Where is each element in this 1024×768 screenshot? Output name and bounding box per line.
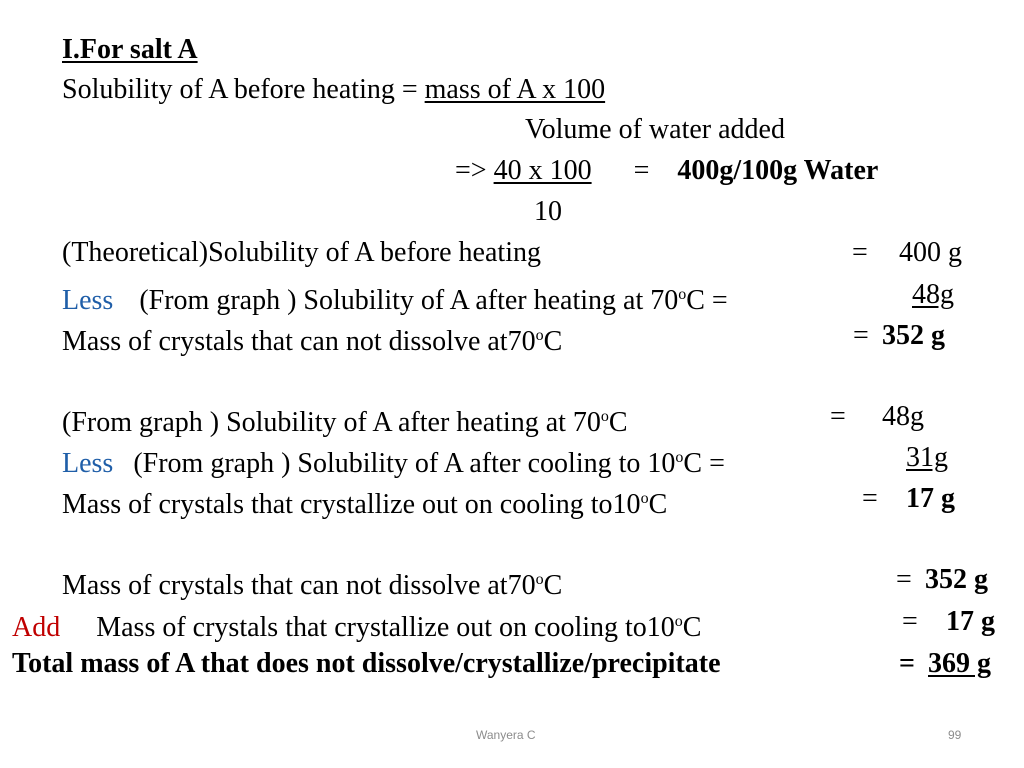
slide-heading: I.For salt A [62, 34, 198, 65]
total-value: 369 g [928, 648, 991, 679]
mass-not-dissolve2-unit: C [543, 570, 563, 601]
mass-not-dissolve-equals: = [853, 320, 869, 351]
mass-crystallize-unit: C [648, 489, 668, 520]
less2-text: (From graph ) Solubility of A after cooling to 10 [133, 448, 676, 479]
add-unit: C [682, 612, 702, 643]
total-equals: = [899, 648, 915, 679]
degree-sup: o [675, 449, 684, 466]
less-value-70: 48g [912, 279, 954, 310]
less-keyword: Less [62, 448, 114, 479]
mass-not-dissolve-unit: C [543, 326, 563, 357]
add-text: Mass of crystals that crystallize out on cooling to10 [96, 612, 675, 643]
graph70-unit: C [608, 407, 628, 438]
less-keyword: Less [62, 285, 114, 316]
formula-numerator: mass of A x 100 [424, 74, 606, 105]
mass-not-dissolve-line-2 [62, 564, 562, 602]
less-line-70 [62, 279, 728, 317]
add-keyword: Add [12, 612, 61, 643]
theoretical-label: (Theoretical)Solubility of A before heating [62, 237, 541, 268]
degree-sup: o [640, 490, 649, 507]
substitution-denominator: 10 [534, 196, 562, 227]
less-unit: C = [686, 285, 728, 316]
less-line-10 [62, 442, 725, 480]
footer-author: Wanyera C [476, 728, 536, 742]
total-text: Total mass of A that does not dissolve/crystallize/precipitate [12, 648, 721, 679]
degree-sup: o [535, 327, 544, 344]
graph70-value: 48g [882, 401, 924, 432]
substitution-numerator: 40 x 100 [493, 155, 592, 186]
graph70-equals: = [830, 401, 846, 432]
add-value: 17 g [946, 606, 995, 637]
add-line [12, 606, 701, 644]
graph-line-70 [62, 401, 628, 439]
mass-not-dissolve-text: Mass of crystals that can not dissolve at70 [62, 326, 536, 357]
graph70-text: (From graph ) Solubility of A after heating at 70 [62, 407, 601, 438]
mass-not-dissolve2-equals: = [896, 564, 912, 595]
formula-denominator: Volume of water added [525, 114, 785, 145]
degree-sup: o [600, 408, 609, 425]
mass-crystallize-value: 17 g [906, 483, 955, 514]
theoretical-equals: = [852, 237, 868, 268]
degree-sup: o [678, 286, 687, 303]
mass-crystallize-text: Mass of crystals that crystallize out on cooling to10 [62, 489, 641, 520]
mass-not-dissolve-value: 352 g [882, 320, 945, 351]
footer-page-number: 99 [948, 728, 962, 742]
mass-not-dissolve-line [62, 320, 562, 358]
formula-line-1 [62, 74, 605, 106]
formula-arrow: => [455, 155, 494, 186]
formula-line-2 [455, 155, 878, 187]
theoretical-value: 400 g [899, 237, 962, 268]
less-text: (From graph ) Solubility of A after heating at 70 [139, 285, 679, 316]
formula-label: Solubility of A before heating = [62, 74, 425, 105]
less2-unit: C = [683, 448, 725, 479]
less-value-10: 31g [906, 442, 948, 473]
add-equals: = [902, 606, 918, 637]
mass-not-dissolve2-value: 352 g [925, 564, 988, 595]
mass-crystallize-line [62, 483, 667, 521]
mass-crystallize-equals: = [862, 483, 878, 514]
degree-sup: o [674, 613, 683, 630]
mass-not-dissolve2-text: Mass of crystals that can not dissolve at70 [62, 570, 536, 601]
degree-sup: o [535, 571, 544, 588]
substitution-result: 400g/100g Water [677, 155, 879, 186]
substitution-equals: = [591, 155, 678, 186]
